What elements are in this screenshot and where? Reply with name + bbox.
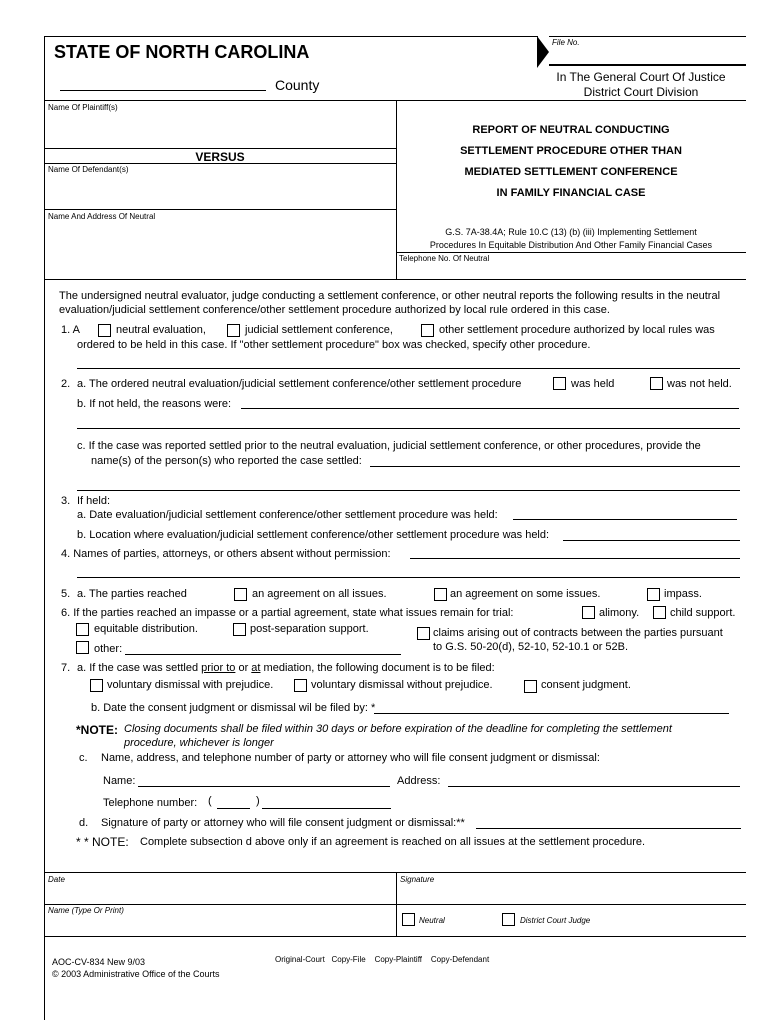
s1-neutral-evaluation-checkbox[interactable] <box>98 324 111 337</box>
s1-other-procedure-field[interactable] <box>77 368 740 369</box>
file-no-top-rule <box>549 36 746 37</box>
s5-all-issues-label: an agreement on all issues. <box>252 588 387 600</box>
s2a-was-not-held-checkbox[interactable] <box>650 377 663 390</box>
title-line3: MEDIATED SETTLEMENT CONFERENCE <box>464 166 678 178</box>
s2a-was-held-checkbox[interactable] <box>553 377 566 390</box>
s7c-name-label: Name: <box>103 775 136 787</box>
note-label: *NOTE: <box>76 723 118 737</box>
statute-line1: G.S. 7A-38.4A; Rule 10.C (13) (b) (iii) Implementing Settlement <box>445 227 697 237</box>
s7a-pre: a. If the case was settled <box>77 662 199 674</box>
s7-dismissal-without-prejudice-checkbox[interactable] <box>294 679 307 692</box>
s5-number: 5. <box>61 588 71 600</box>
s6-equitable-distribution-checkbox[interactable] <box>76 623 89 636</box>
s7c-telephone-label: Telephone number: <box>103 797 198 809</box>
telephone-rule <box>396 252 746 253</box>
note2-text: Complete subsection d above only if an agreement is reached on all issues at the settlement procedure. <box>140 836 646 848</box>
court-line2: District Court Division <box>583 85 699 99</box>
s1-judicial-conference-label: judicial settlement conference, <box>245 324 393 336</box>
s7-dismissal-with-prejudice-label: voluntary dismissal with prejudice. <box>107 679 274 691</box>
s3-number: 3. <box>61 495 71 507</box>
district-court-judge-label: District Court Judge <box>520 916 591 925</box>
file-no-arrow <box>537 36 549 68</box>
form-id: AOC-CV-834 New 9/03 <box>52 957 146 967</box>
s5-some-issues-label: an agreement on some issues. <box>450 588 601 600</box>
s7c-text: Name, address, and telephone number of party or attorney who will file consent judgment or dismissal: <box>101 752 600 764</box>
date-field[interactable] <box>48 886 388 902</box>
name-rule <box>44 904 746 905</box>
s1-other-procedure-checkbox[interactable] <box>421 324 434 337</box>
s4-absent-field-2[interactable] <box>77 577 740 578</box>
s5-some-issues-checkbox[interactable] <box>434 588 447 601</box>
signature-block-bottom-rule <box>44 936 746 937</box>
title-line1: REPORT OF NEUTRAL CONDUCTING <box>472 124 670 136</box>
plaintiff-rule <box>44 148 396 149</box>
defendant-field[interactable] <box>48 176 388 208</box>
s7c-letter: c. <box>79 752 88 764</box>
state-title: STATE OF NORTH CAROLINA <box>54 42 310 62</box>
s6-post-separation-label: post-separation support. <box>250 623 369 635</box>
s3b-text: b. Location where evaluation/judicial settlement conference/other settlement procedure was held: <box>77 529 550 541</box>
s7c-phone-close-paren: ) <box>256 795 260 807</box>
signature-block-top-rule <box>44 872 746 873</box>
s6-other-field[interactable] <box>125 654 401 655</box>
signature-field[interactable] <box>400 886 740 902</box>
s7c-name-field[interactable] <box>138 786 390 787</box>
s6-contract-claims-checkbox[interactable] <box>417 627 430 640</box>
telephone-label: Telephone No. Of Neutral <box>399 254 490 263</box>
plaintiff-label: Name Of Plaintiff(s) <box>48 103 118 112</box>
file-no-label: File No. <box>552 38 580 47</box>
s7-dismissal-with-prejudice-checkbox[interactable] <box>90 679 103 692</box>
s3a-date-field[interactable] <box>513 519 737 520</box>
s7a-or: or <box>238 662 249 674</box>
header-top-rule <box>44 36 538 37</box>
s2a-was-not-held-label: was not held. <box>667 378 732 390</box>
s2c-line1: c. If the case was reported settled prior to the neutral evaluation, judicial settlement conference, or other procedures, provide the <box>77 440 701 452</box>
s4-absent-field[interactable] <box>410 558 740 559</box>
s7d-signature-field[interactable] <box>476 828 741 829</box>
s2c-persons-field-2[interactable] <box>77 490 740 491</box>
intro-line2: evaluation/judicial settlement conference/other settlement procedure authorized by local rule ordered in this case. <box>59 304 610 316</box>
s7a-prior-to: prior to <box>201 662 236 674</box>
s2a-text: a. The ordered neutral evaluation/judicial settlement conference/other settlement procedure <box>77 378 522 390</box>
s4-text: 4. Names of parties, attorneys, or others absent without permission: <box>61 548 391 560</box>
note-line1: Closing documents shall be filed within 30 days or before expiration of the deadline for completing the settlement <box>124 723 672 735</box>
note2-label: * * NOTE: <box>76 835 129 849</box>
parties-top-rule <box>44 100 746 101</box>
s1-other-procedure-label: other settlement procedure authorized by local rules was <box>439 324 715 336</box>
s5-impass-checkbox[interactable] <box>647 588 660 601</box>
s7a-at: at <box>251 662 261 674</box>
district-court-judge-checkbox[interactable] <box>502 913 515 926</box>
name-print-label: Name (Type Or Print) <box>48 906 124 915</box>
s2b-reasons-field-2[interactable] <box>77 428 740 429</box>
defendant-label: Name Of Defendant(s) <box>48 165 129 174</box>
s6-alimony-label: alimony. <box>599 607 640 619</box>
county-field[interactable] <box>60 90 266 91</box>
s7b-text: b. Date the consent judgment or dismissal wil be filed by: * <box>91 702 376 714</box>
s6-equitable-distribution-label: equitable distribution. <box>94 623 198 635</box>
file-no-bottom-rule <box>549 65 746 66</box>
s6-child-support-label: child support. <box>670 607 736 619</box>
s7-consent-judgment-label: consent judgment. <box>541 679 631 691</box>
s7b-date-field[interactable] <box>374 713 729 714</box>
s2a-was-held-label: was held <box>571 378 615 390</box>
s7d-text: Signature of party or attorney who will file consent judgment or dismissal:** <box>101 817 465 829</box>
defendant-rule <box>44 209 396 210</box>
neutral-name-address-field[interactable] <box>48 223 388 275</box>
intro-line1: The undersigned neutral evaluator, judge conducting a settlement conference, or other neutral reports the following results in the neutral <box>59 290 721 302</box>
s2c-persons-field[interactable] <box>370 466 740 467</box>
versus-label: VERSUS <box>195 150 245 164</box>
s7-number: 7. <box>61 662 71 674</box>
s2-number: 2. <box>61 378 71 390</box>
note-line2: procedure, whichever is longer <box>124 737 274 749</box>
date-label: Date <box>48 875 65 884</box>
plaintiff-field[interactable] <box>48 113 388 147</box>
s7-dismissal-without-prejudice-label: voluntary dismissal without prejudice. <box>311 679 493 691</box>
s7-consent-judgment-checkbox[interactable] <box>524 680 537 693</box>
title-line2: SETTLEMENT PROCEDURE OTHER THAN <box>460 145 682 157</box>
body-top-rule <box>44 279 746 280</box>
s7d-letter: d. <box>79 817 89 829</box>
s2b-reasons-field[interactable] <box>241 408 739 409</box>
county-label: County <box>275 77 320 93</box>
versus-rule <box>44 163 396 164</box>
name-print-field[interactable] <box>48 917 388 934</box>
s2b-text: b. If not held, the reasons were: <box>77 398 232 410</box>
s1-neutral-evaluation-label: neutral evaluation, <box>116 324 206 336</box>
s7a-text <box>77 662 495 675</box>
s1-number: 1. A <box>61 324 80 336</box>
s6-contract-claims-line1: claims arising out of contracts between the parties pursuant <box>433 627 723 639</box>
neutral-label: Neutral <box>419 916 445 925</box>
court-line1: In The General Court Of Justice <box>556 70 726 84</box>
title-line4: IN FAMILY FINANCIAL CASE <box>496 187 646 199</box>
copyright: © 2003 Administrative Office of the Courts <box>52 969 220 979</box>
s6-other-checkbox[interactable] <box>76 641 89 654</box>
s1-judicial-conference-checkbox[interactable] <box>227 324 240 337</box>
s6-other-label: other: <box>94 643 123 655</box>
s2c-line2: name(s) of the person(s) who reported the case settled: <box>91 455 362 467</box>
s5a-text: a. The parties reached <box>77 588 187 600</box>
s7c-phone-number-field[interactable] <box>262 808 391 809</box>
neutral-checkbox[interactable] <box>402 913 415 926</box>
telephone-field[interactable] <box>399 264 739 277</box>
s5-all-issues-checkbox[interactable] <box>234 588 247 601</box>
statute-line2: Procedures In Equitable Distribution And Other Family Financial Cases <box>429 240 713 250</box>
neutral-name-address-label: Name And Address Of Neutral <box>48 212 156 221</box>
file-no-field[interactable] <box>549 64 746 65</box>
s7c-area-code-field[interactable] <box>217 808 250 809</box>
s6-contract-claims-line2: to G.S. 50-20(d), 52-10, 52-10.1 or 52B. <box>433 641 629 653</box>
s7a-post: mediation, the following document is to be filed: <box>263 662 495 674</box>
s6-post-separation-checkbox[interactable] <box>233 623 246 636</box>
s6-alimony-checkbox[interactable] <box>582 606 595 619</box>
s6-text: 6. If the parties reached an impasse or a partial agreement, state what issues remain for trial: <box>61 607 514 619</box>
s6-child-support-checkbox[interactable] <box>653 606 666 619</box>
s5-impass-label: impass. <box>664 588 702 600</box>
s7c-phone-open-paren: ( <box>208 795 212 807</box>
s3-heading: If held: <box>77 495 111 507</box>
signature-label: Signature <box>400 875 435 884</box>
s7c-address-label: Address: <box>397 775 441 787</box>
s3b-location-field[interactable] <box>563 540 740 541</box>
s3a-text: a. Date evaluation/judicial settlement conference/other settlement procedure was held: <box>77 509 498 521</box>
s1-line2: ordered to be held in this case. If "other settlement procedure" box was checked, specify other procedure. <box>77 339 591 351</box>
s7c-address-field[interactable] <box>448 786 740 787</box>
distribution-copies: Original-Court Copy-File Copy-Plaintiff Copy-Defendant <box>275 955 490 964</box>
